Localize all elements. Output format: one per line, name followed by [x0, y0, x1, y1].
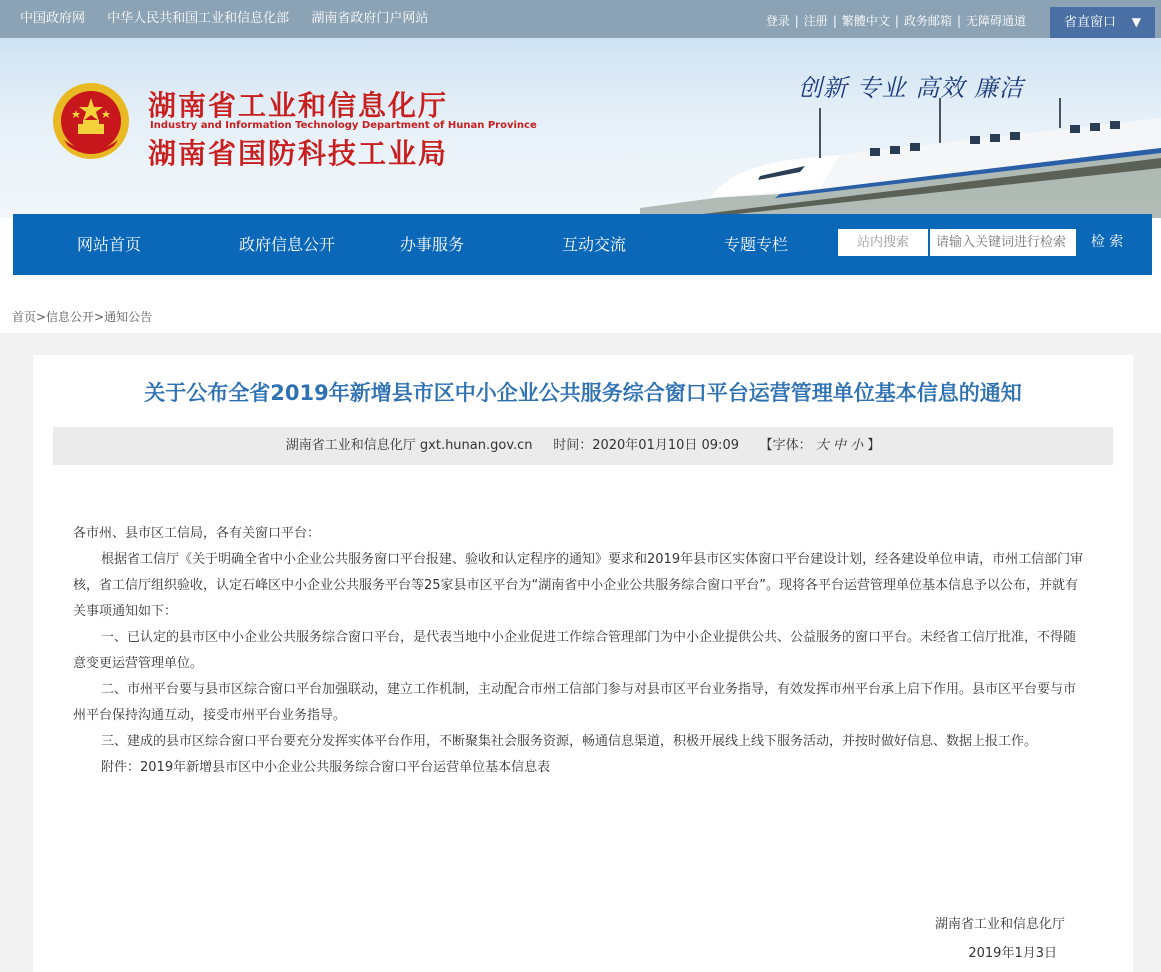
- register-link[interactable]: 注册: [803, 14, 828, 28]
- chevron-down-icon: ▼: [1131, 15, 1141, 29]
- traditional-chinese-link[interactable]: 繁體中文: [841, 14, 890, 28]
- article-meta: [53, 427, 1113, 465]
- site-search-label: 站内搜索: [838, 229, 928, 256]
- link-hunan-gov[interactable]: 湖南省政府门户网站: [311, 11, 429, 26]
- nav-item-services[interactable]: 办事服务: [400, 235, 465, 254]
- paragraph: 三、建成的县市区综合窗口平台要充分发挥实体平台作用，不断聚集社会服务资源，畅通信息渠道，积极开展线上线下服务活动，并按时做好信息、数据上报工作。: [101, 734, 1038, 749]
- main-nav: [13, 214, 1152, 275]
- nav-item-topics[interactable]: 专题专栏: [724, 235, 789, 254]
- dept-window-dropdown[interactable]: [1050, 7, 1155, 38]
- paragraph: 二、市州平台要与县市区综合窗口平台加强联动，建立工作机制，主动配合市州工信部门参与对县市区平台业务指导，有效发挥市州平台承上启下作用。县市区平台要与市州平台保持沟通互动，接受市州平台业务指导。: [73, 682, 1077, 723]
- login-link[interactable]: 登录: [765, 14, 790, 28]
- article-card: [33, 355, 1133, 972]
- search-button[interactable]: 检 索: [1079, 229, 1135, 256]
- divider: |: [794, 14, 799, 28]
- attachment-line: 附件：2019年新增县市区中小企业公共服务综合窗口平台运营单位基本信息表: [101, 760, 551, 775]
- search-input[interactable]: [930, 229, 1076, 256]
- salutation: 各市州、县市区工信局，各有关窗口平台：: [73, 526, 321, 541]
- article-title: 关于公布全省2019年新增县市区中小企业公共服务综合窗口平台运营管理单位基本信息的通知: [144, 381, 1022, 405]
- font-size-close: 】: [867, 438, 881, 453]
- breadcrumb[interactable]: 首页>信息公开>通知公告: [12, 310, 153, 324]
- signature-date: 2019年1月3日: [968, 946, 1057, 961]
- dept-window-label: 省直窗口: [1064, 15, 1117, 30]
- header-banner: [0, 38, 1161, 218]
- divider: |: [894, 14, 899, 28]
- font-size-options[interactable]: 大 中 小: [815, 438, 864, 453]
- article-body: [73, 521, 1085, 781]
- nav-item-home[interactable]: 网站首页: [77, 235, 142, 254]
- account-links: [766, 0, 1026, 38]
- dept-title-primary: 湖南省工业和信息化厅: [148, 89, 449, 122]
- external-links: [20, 0, 446, 38]
- accessibility-link[interactable]: 无障碍通道: [965, 14, 1026, 28]
- dept-title-secondary: 湖南省国防科技工业局: [148, 137, 449, 170]
- slogan: 创新 专业 高效 廉洁: [798, 74, 1024, 102]
- article-source: 湖南省工业和信息化厅 gxt.hunan.gov.cn: [285, 438, 533, 453]
- paragraph: 一、已认定的县市区中小企业公共服务综合窗口平台，是代表当地中小企业促进工作综合管理部门为中小企业提供公共、公益服务的窗口平台。未经省工信厅批准，不得随意变更运营管理单位。: [73, 630, 1077, 671]
- article-time: 时间：2020年01月10日 09:09: [553, 438, 739, 453]
- divider: |: [956, 14, 961, 28]
- nav-item-gov-info[interactable]: 政府信息公开: [239, 235, 336, 254]
- divider: |: [832, 14, 837, 28]
- font-size-label: 【字体：: [759, 438, 812, 453]
- dept-title-english: Industry and Information Technology Department of Hunan Province: [150, 120, 537, 131]
- link-gov-cn[interactable]: 中国政府网: [20, 11, 86, 26]
- nav-item-interaction[interactable]: 互动交流: [562, 235, 627, 254]
- train-illustration: [640, 98, 1161, 218]
- link-miit[interactable]: 中华人民共和国工业和信息化部: [107, 11, 290, 26]
- national-emblem-icon: [50, 80, 132, 162]
- top-bar: [0, 0, 1161, 38]
- paragraph: 根据省工信厅《关于明确全省中小企业公共服务窗口平台报建、验收和认定程序的通知》要求和2019年县市区实体窗口平台建设计划，经各建设单位申请，市州工信部门审核，省工信厅组织验收，认定石峰区中小企业公共服务平台等25家县市区平台为“湖南省中小企业公共服务综合窗口平台”。现将各平台运营管理单位基本信息予以公布，并就有关事项通知如下：: [73, 552, 1084, 619]
- gov-mail-link[interactable]: 政务邮箱: [903, 14, 952, 28]
- signature-org: 湖南省工业和信息化厅: [934, 917, 1065, 932]
